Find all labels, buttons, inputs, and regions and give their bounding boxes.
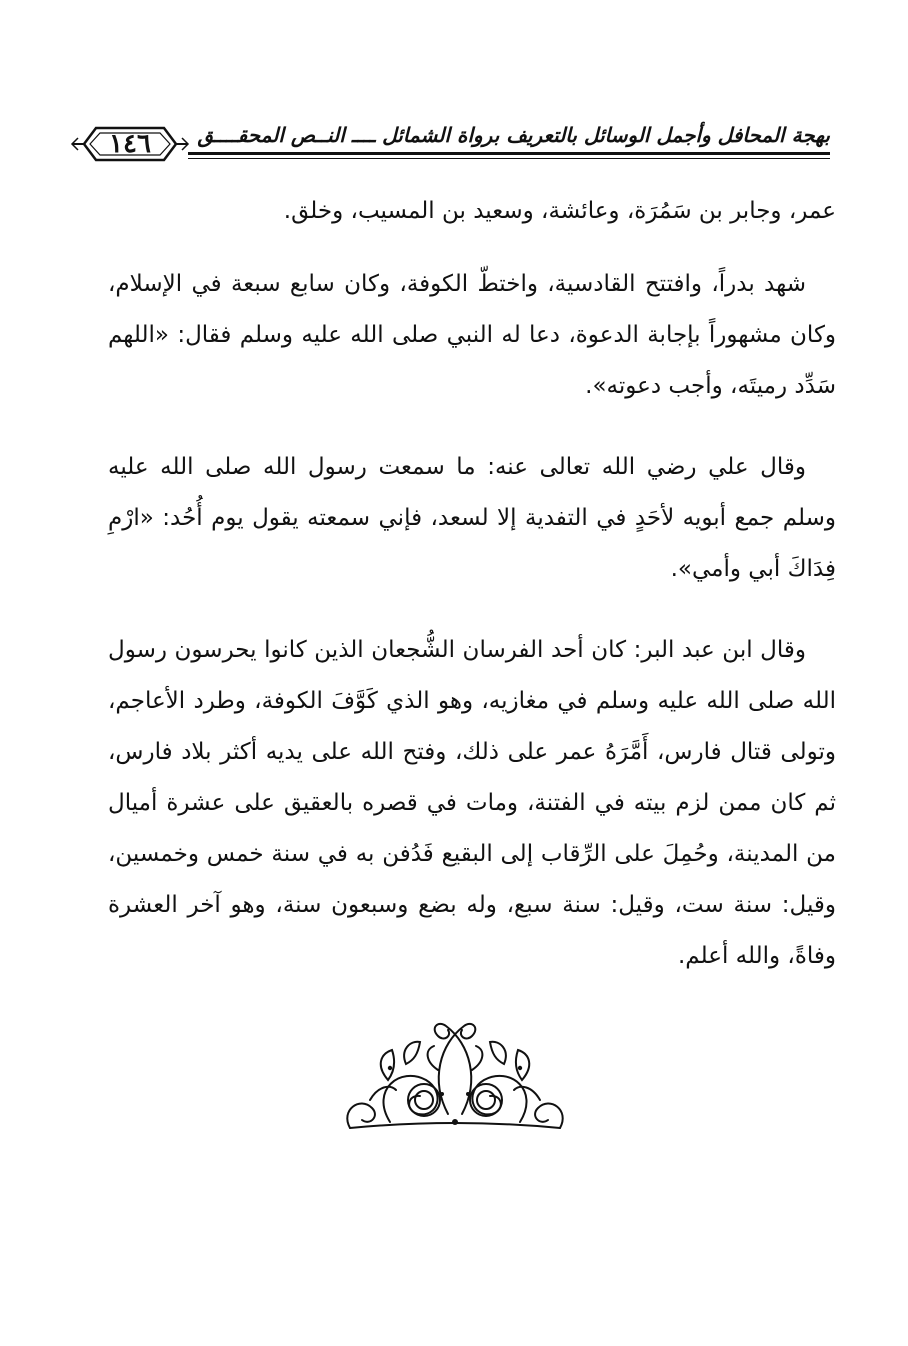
page-number-badge	[70, 122, 190, 166]
floral-ornament-icon	[330, 1010, 580, 1150]
running-title: بهجة المحافل وأجمل الوسائل بالتعريف برواة الشمائل ــــ النــص المحقــــق	[197, 123, 830, 147]
page-header	[70, 118, 830, 178]
header-rule-thin	[188, 158, 830, 159]
paragraph-1: عمر، وجابر بن سَمُرَة، وعائشة، وسعيد بن المسيب، وخلق.	[283, 198, 836, 224]
paragraph-2: شهد بدراً، وافتتح القادسية، واختطّ الكوفة، وكان سابع سبعة في الإسلام، وكان مشهوراً بإجابة الدعوة، دعا له النبي صلى الله عليه وسلم فقال: «اللهم سَدِّد رميتَه، وأجب دعوته».	[108, 271, 836, 399]
header-rule-thick	[188, 152, 830, 155]
paragraph-4: وقال ابن عبد البر: كان أحد الفرسان الشُّجعان الذين كانوا يحرسون رسول الله صلى الله عليه وسلم في مغازيه، وهو الذي كَوَّفَ الكوفة، وطرد الأعاجم، وتولى قتال فارس، أَمَّرَهُ عمر على ذلك، وفتح الله على يديه أكثر بلاد فارس، ثم كان ممن لزم بيته في الفتنة، ومات في قصره بالعقيق على عشرة أميال من المدينة، وحُمِلَ على الرِّقاب إلى البقيع فَدُفن به في سنة خمس وخمسين، وقيل: سنة ست، وقيل: سنة سبع، وله بضع وسبعون سنة، وهو آخر العشرة وفاةً، والله أعلم.	[108, 637, 836, 969]
paragraph-3: وقال علي رضي الله تعالى عنه: ما سمعت رسول الله صلى الله عليه وسلم جمع أبويه لأحَدٍ في التفدية إلا لسعد، فإني سمعته يقول يوم أُحُد: «ارْمِ فِدَاكَ أبي وأمي».	[108, 454, 836, 582]
page-number: ١٤٦	[109, 129, 151, 159]
body-text	[108, 186, 836, 1012]
